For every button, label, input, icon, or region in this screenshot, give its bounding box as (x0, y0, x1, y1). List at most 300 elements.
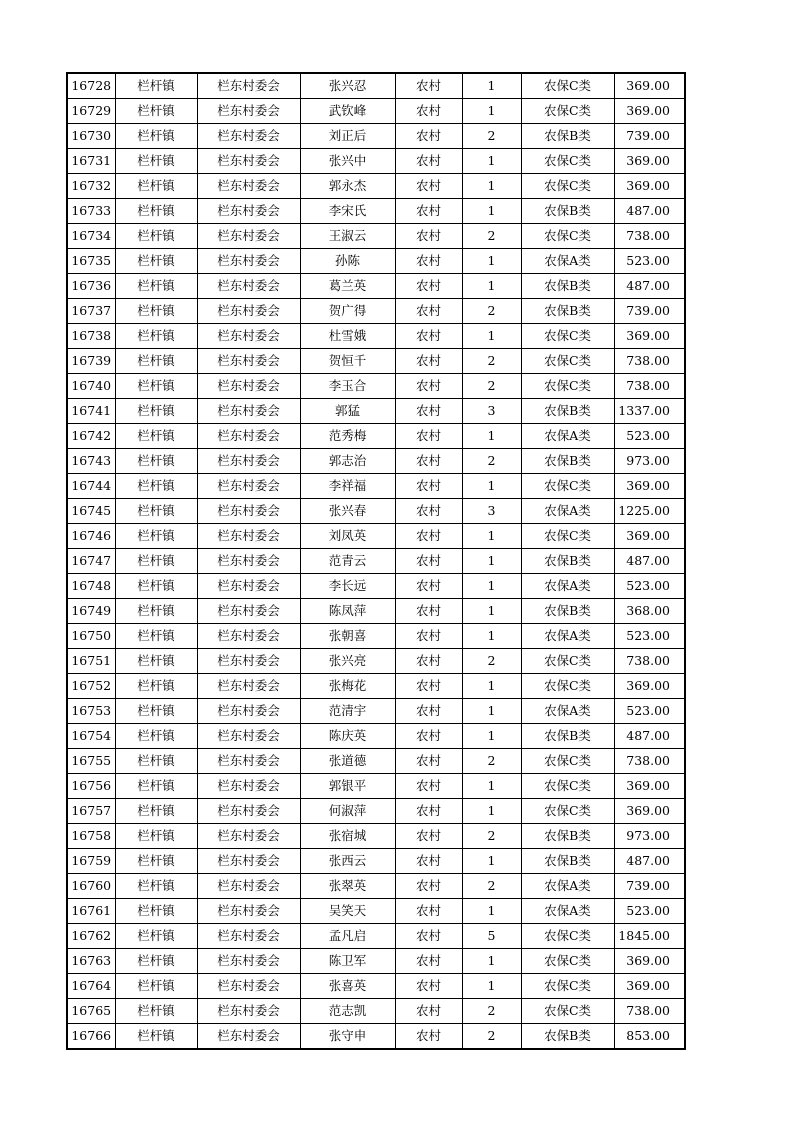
amount-cell: 1225.00 (614, 499, 685, 524)
village-committee-cell: 栏东村委会 (197, 849, 300, 874)
amount-cell: 738.00 (614, 999, 685, 1024)
table-row (67, 299, 685, 324)
amount-cell: 369.00 (614, 674, 685, 699)
insurance-category-cell: 农保C类 (521, 174, 614, 199)
town-cell: 栏杆镇 (115, 499, 197, 524)
person-name-cell: 张兴亮 (300, 649, 395, 674)
area-type-cell: 农村 (395, 299, 462, 324)
row-number-cell: 16751 (67, 649, 115, 674)
table-row (67, 99, 685, 124)
area-type-cell: 农村 (395, 99, 462, 124)
town-cell: 栏杆镇 (115, 349, 197, 374)
row-number-cell: 16754 (67, 724, 115, 749)
table-row (67, 774, 685, 799)
table-row (67, 399, 685, 424)
table-row (67, 799, 685, 824)
household-count-cell: 2 (462, 1024, 521, 1050)
person-name-cell: 李长远 (300, 574, 395, 599)
area-type-cell: 农村 (395, 73, 462, 99)
person-name-cell: 范青云 (300, 549, 395, 574)
household-count-cell: 1 (462, 549, 521, 574)
person-name-cell: 葛兰英 (300, 274, 395, 299)
town-cell: 栏杆镇 (115, 849, 197, 874)
insurance-category-cell: 农保C类 (521, 73, 614, 99)
row-number-cell: 16753 (67, 699, 115, 724)
area-type-cell: 农村 (395, 1024, 462, 1050)
village-committee-cell: 栏东村委会 (197, 224, 300, 249)
household-count-cell: 1 (462, 599, 521, 624)
insurance-category-cell: 农保A类 (521, 699, 614, 724)
household-count-cell: 2 (462, 749, 521, 774)
amount-cell: 369.00 (614, 524, 685, 549)
row-number-cell: 16730 (67, 124, 115, 149)
person-name-cell: 张兴忍 (300, 73, 395, 99)
village-committee-cell: 栏东村委会 (197, 899, 300, 924)
row-number-cell: 16763 (67, 949, 115, 974)
area-type-cell: 农村 (395, 699, 462, 724)
person-name-cell: 陈卫军 (300, 949, 395, 974)
insurance-category-cell: 农保B类 (521, 299, 614, 324)
person-name-cell: 张梅花 (300, 674, 395, 699)
town-cell: 栏杆镇 (115, 649, 197, 674)
person-name-cell: 李玉合 (300, 374, 395, 399)
area-type-cell: 农村 (395, 924, 462, 949)
area-type-cell: 农村 (395, 774, 462, 799)
row-number-cell: 16736 (67, 274, 115, 299)
person-name-cell: 范志凯 (300, 999, 395, 1024)
table-row (67, 999, 685, 1024)
insurance-category-cell: 农保C类 (521, 224, 614, 249)
insurance-category-cell: 农保B类 (521, 849, 614, 874)
table-row (67, 449, 685, 474)
amount-cell: 853.00 (614, 1024, 685, 1050)
amount-cell: 523.00 (614, 574, 685, 599)
row-number-cell: 16737 (67, 299, 115, 324)
amount-cell: 739.00 (614, 124, 685, 149)
person-name-cell: 张兴中 (300, 149, 395, 174)
row-number-cell: 16766 (67, 1024, 115, 1050)
amount-cell: 369.00 (614, 324, 685, 349)
amount-cell: 369.00 (614, 149, 685, 174)
insurance-category-cell: 农保B类 (521, 1024, 614, 1050)
row-number-cell: 16750 (67, 624, 115, 649)
table-row (67, 499, 685, 524)
village-committee-cell: 栏东村委会 (197, 424, 300, 449)
insurance-category-cell: 农保C类 (521, 974, 614, 999)
amount-cell: 369.00 (614, 974, 685, 999)
area-type-cell: 农村 (395, 999, 462, 1024)
household-count-cell: 1 (462, 424, 521, 449)
amount-cell: 739.00 (614, 299, 685, 324)
village-committee-cell: 栏东村委会 (197, 99, 300, 124)
household-count-cell: 1 (462, 249, 521, 274)
town-cell: 栏杆镇 (115, 274, 197, 299)
insurance-category-cell: 农保A类 (521, 874, 614, 899)
area-type-cell: 农村 (395, 749, 462, 774)
table-row (67, 699, 685, 724)
area-type-cell: 农村 (395, 124, 462, 149)
town-cell: 栏杆镇 (115, 624, 197, 649)
village-committee-cell: 栏东村委会 (197, 324, 300, 349)
amount-cell: 369.00 (614, 73, 685, 99)
household-count-cell: 1 (462, 849, 521, 874)
row-number-cell: 16740 (67, 374, 115, 399)
person-name-cell: 吴笑天 (300, 899, 395, 924)
village-committee-cell: 栏东村委会 (197, 399, 300, 424)
village-committee-cell: 栏东村委会 (197, 449, 300, 474)
row-number-cell: 16743 (67, 449, 115, 474)
village-committee-cell: 栏东村委会 (197, 149, 300, 174)
data-table (66, 72, 686, 1050)
town-cell: 栏杆镇 (115, 324, 197, 349)
insurance-category-cell: 农保C类 (521, 374, 614, 399)
insurance-category-cell: 农保C类 (521, 524, 614, 549)
town-cell: 栏杆镇 (115, 474, 197, 499)
table-row (67, 1024, 685, 1050)
insurance-category-cell: 农保B类 (521, 124, 614, 149)
person-name-cell: 武钦峰 (300, 99, 395, 124)
household-count-cell: 1 (462, 774, 521, 799)
household-count-cell: 1 (462, 73, 521, 99)
row-number-cell: 16729 (67, 99, 115, 124)
person-name-cell: 何淑萍 (300, 799, 395, 824)
village-committee-cell: 栏东村委会 (197, 924, 300, 949)
town-cell: 栏杆镇 (115, 799, 197, 824)
village-committee-cell: 栏东村委会 (197, 349, 300, 374)
area-type-cell: 农村 (395, 624, 462, 649)
row-number-cell: 16749 (67, 599, 115, 624)
insurance-category-cell: 农保C类 (521, 774, 614, 799)
row-number-cell: 16755 (67, 749, 115, 774)
amount-cell: 738.00 (614, 374, 685, 399)
town-cell: 栏杆镇 (115, 549, 197, 574)
table-row (67, 874, 685, 899)
table-row (67, 524, 685, 549)
insurance-category-cell: 农保C类 (521, 799, 614, 824)
person-name-cell: 孟凡启 (300, 924, 395, 949)
row-number-cell: 16734 (67, 224, 115, 249)
amount-cell: 738.00 (614, 649, 685, 674)
amount-cell: 369.00 (614, 949, 685, 974)
household-count-cell: 1 (462, 574, 521, 599)
area-type-cell: 农村 (395, 574, 462, 599)
village-committee-cell: 栏东村委会 (197, 649, 300, 674)
town-cell: 栏杆镇 (115, 699, 197, 724)
insurance-category-cell: 农保B类 (521, 399, 614, 424)
insurance-category-cell: 农保C类 (521, 149, 614, 174)
insurance-category-cell: 农保C类 (521, 949, 614, 974)
person-name-cell: 张西云 (300, 849, 395, 874)
village-committee-cell: 栏东村委会 (197, 999, 300, 1024)
person-name-cell: 陈凤萍 (300, 599, 395, 624)
table-row (67, 149, 685, 174)
amount-cell: 369.00 (614, 474, 685, 499)
village-committee-cell: 栏东村委会 (197, 299, 300, 324)
area-type-cell: 农村 (395, 274, 462, 299)
household-count-cell: 1 (462, 149, 521, 174)
insurance-category-cell: 农保C类 (521, 324, 614, 349)
amount-cell: 369.00 (614, 99, 685, 124)
table-row (67, 549, 685, 574)
insurance-category-cell: 农保C类 (521, 649, 614, 674)
amount-cell: 973.00 (614, 449, 685, 474)
household-count-cell: 1 (462, 674, 521, 699)
table-row (67, 724, 685, 749)
area-type-cell: 农村 (395, 649, 462, 674)
person-name-cell: 张喜英 (300, 974, 395, 999)
insurance-category-cell: 农保C类 (521, 924, 614, 949)
area-type-cell: 农村 (395, 199, 462, 224)
village-committee-cell: 栏东村委会 (197, 474, 300, 499)
row-number-cell: 16744 (67, 474, 115, 499)
insurance-category-cell: 农保C类 (521, 99, 614, 124)
town-cell: 栏杆镇 (115, 399, 197, 424)
person-name-cell: 张翠英 (300, 874, 395, 899)
town-cell: 栏杆镇 (115, 374, 197, 399)
row-number-cell: 16762 (67, 924, 115, 949)
person-name-cell: 杜雪娥 (300, 324, 395, 349)
row-number-cell: 16728 (67, 73, 115, 99)
town-cell: 栏杆镇 (115, 174, 197, 199)
area-type-cell: 农村 (395, 449, 462, 474)
household-count-cell: 2 (462, 874, 521, 899)
area-type-cell: 农村 (395, 799, 462, 824)
area-type-cell: 农村 (395, 224, 462, 249)
person-name-cell: 陈庆英 (300, 724, 395, 749)
village-committee-cell: 栏东村委会 (197, 749, 300, 774)
area-type-cell: 农村 (395, 249, 462, 274)
town-cell: 栏杆镇 (115, 774, 197, 799)
village-committee-cell: 栏东村委会 (197, 274, 300, 299)
town-cell: 栏杆镇 (115, 249, 197, 274)
household-count-cell: 1 (462, 799, 521, 824)
area-type-cell: 农村 (395, 349, 462, 374)
village-committee-cell: 栏东村委会 (197, 249, 300, 274)
household-count-cell: 1 (462, 524, 521, 549)
household-count-cell: 5 (462, 924, 521, 949)
amount-cell: 1337.00 (614, 399, 685, 424)
person-name-cell: 王淑云 (300, 224, 395, 249)
insurance-category-cell: 农保A类 (521, 624, 614, 649)
household-count-cell: 2 (462, 999, 521, 1024)
village-committee-cell: 栏东村委会 (197, 949, 300, 974)
amount-cell: 369.00 (614, 174, 685, 199)
row-number-cell: 16746 (67, 524, 115, 549)
household-count-cell: 1 (462, 624, 521, 649)
insurance-category-cell: 农保C类 (521, 349, 614, 374)
village-committee-cell: 栏东村委会 (197, 524, 300, 549)
amount-cell: 738.00 (614, 224, 685, 249)
row-number-cell: 16745 (67, 499, 115, 524)
table-row (67, 849, 685, 874)
table-row (67, 374, 685, 399)
person-name-cell: 郭猛 (300, 399, 395, 424)
town-cell: 栏杆镇 (115, 924, 197, 949)
village-committee-cell: 栏东村委会 (197, 799, 300, 824)
row-number-cell: 16739 (67, 349, 115, 374)
town-cell: 栏杆镇 (115, 299, 197, 324)
row-number-cell: 16747 (67, 549, 115, 574)
household-count-cell: 2 (462, 349, 521, 374)
insurance-category-cell: 农保B类 (521, 549, 614, 574)
area-type-cell: 农村 (395, 174, 462, 199)
row-number-cell: 16759 (67, 849, 115, 874)
person-name-cell: 张守申 (300, 1024, 395, 1050)
table-row (67, 474, 685, 499)
insurance-category-cell: 农保A类 (521, 424, 614, 449)
table-row (67, 324, 685, 349)
town-cell: 栏杆镇 (115, 73, 197, 99)
town-cell: 栏杆镇 (115, 974, 197, 999)
amount-cell: 738.00 (614, 349, 685, 374)
town-cell: 栏杆镇 (115, 99, 197, 124)
area-type-cell: 农村 (395, 374, 462, 399)
amount-cell: 523.00 (614, 249, 685, 274)
amount-cell: 738.00 (614, 749, 685, 774)
area-type-cell: 农村 (395, 874, 462, 899)
row-number-cell: 16731 (67, 149, 115, 174)
insurance-category-cell: 农保A类 (521, 249, 614, 274)
table-row (67, 349, 685, 374)
household-count-cell: 1 (462, 699, 521, 724)
person-name-cell: 刘凤英 (300, 524, 395, 549)
household-count-cell: 2 (462, 649, 521, 674)
household-count-cell: 2 (462, 299, 521, 324)
town-cell: 栏杆镇 (115, 149, 197, 174)
table-row (67, 224, 685, 249)
insurance-category-cell: 农保C类 (521, 474, 614, 499)
person-name-cell: 郭银平 (300, 774, 395, 799)
row-number-cell: 16758 (67, 824, 115, 849)
village-committee-cell: 栏东村委会 (197, 724, 300, 749)
row-number-cell: 16748 (67, 574, 115, 599)
row-number-cell: 16760 (67, 874, 115, 899)
household-count-cell: 1 (462, 199, 521, 224)
amount-cell: 487.00 (614, 199, 685, 224)
area-type-cell: 农村 (395, 324, 462, 349)
amount-cell: 487.00 (614, 549, 685, 574)
town-cell: 栏杆镇 (115, 574, 197, 599)
person-name-cell: 李宋氏 (300, 199, 395, 224)
area-type-cell: 农村 (395, 949, 462, 974)
village-committee-cell: 栏东村委会 (197, 974, 300, 999)
table-row (67, 574, 685, 599)
village-committee-cell: 栏东村委会 (197, 174, 300, 199)
area-type-cell: 农村 (395, 499, 462, 524)
row-number-cell: 16735 (67, 249, 115, 274)
town-cell: 栏杆镇 (115, 874, 197, 899)
table-row (67, 674, 685, 699)
village-committee-cell: 栏东村委会 (197, 124, 300, 149)
insurance-category-cell: 农保A类 (521, 574, 614, 599)
insurance-category-cell: 农保B类 (521, 199, 614, 224)
household-count-cell: 1 (462, 949, 521, 974)
household-count-cell: 1 (462, 974, 521, 999)
person-name-cell: 范清宇 (300, 699, 395, 724)
village-committee-cell: 栏东村委会 (197, 624, 300, 649)
row-number-cell: 16756 (67, 774, 115, 799)
amount-cell: 523.00 (614, 424, 685, 449)
village-committee-cell: 栏东村委会 (197, 374, 300, 399)
town-cell: 栏杆镇 (115, 1024, 197, 1050)
town-cell: 栏杆镇 (115, 599, 197, 624)
village-committee-cell: 栏东村委会 (197, 549, 300, 574)
table-row (67, 73, 685, 99)
person-name-cell: 张宿城 (300, 824, 395, 849)
amount-cell: 739.00 (614, 874, 685, 899)
area-type-cell: 农村 (395, 849, 462, 874)
village-committee-cell: 栏东村委会 (197, 599, 300, 624)
table-row (67, 599, 685, 624)
table-row (67, 649, 685, 674)
household-count-cell: 1 (462, 99, 521, 124)
village-committee-cell: 栏东村委会 (197, 1024, 300, 1050)
amount-cell: 369.00 (614, 774, 685, 799)
household-count-cell: 2 (462, 449, 521, 474)
table-body (67, 73, 685, 1049)
town-cell: 栏杆镇 (115, 449, 197, 474)
town-cell: 栏杆镇 (115, 124, 197, 149)
household-count-cell: 2 (462, 224, 521, 249)
area-type-cell: 农村 (395, 724, 462, 749)
insurance-category-cell: 农保C类 (521, 674, 614, 699)
village-committee-cell: 栏东村委会 (197, 824, 300, 849)
table-row (67, 949, 685, 974)
village-committee-cell: 栏东村委会 (197, 199, 300, 224)
insurance-category-cell: 农保B类 (521, 724, 614, 749)
household-count-cell: 1 (462, 474, 521, 499)
insurance-category-cell: 农保B类 (521, 274, 614, 299)
insurance-category-cell: 农保C类 (521, 749, 614, 774)
insurance-category-cell: 农保A类 (521, 899, 614, 924)
row-number-cell: 16738 (67, 324, 115, 349)
person-name-cell: 贺恒千 (300, 349, 395, 374)
area-type-cell: 农村 (395, 599, 462, 624)
town-cell: 栏杆镇 (115, 724, 197, 749)
table-row (67, 174, 685, 199)
person-name-cell: 李祥福 (300, 474, 395, 499)
insurance-category-cell: 农保B类 (521, 449, 614, 474)
amount-cell: 487.00 (614, 724, 685, 749)
insurance-category-cell: 农保C类 (521, 999, 614, 1024)
area-type-cell: 农村 (395, 824, 462, 849)
town-cell: 栏杆镇 (115, 749, 197, 774)
household-count-cell: 3 (462, 399, 521, 424)
table-row (67, 824, 685, 849)
person-name-cell: 郭志治 (300, 449, 395, 474)
area-type-cell: 农村 (395, 399, 462, 424)
row-number-cell: 16765 (67, 999, 115, 1024)
household-count-cell: 2 (462, 374, 521, 399)
row-number-cell: 16757 (67, 799, 115, 824)
village-committee-cell: 栏东村委会 (197, 774, 300, 799)
household-count-cell: 1 (462, 724, 521, 749)
town-cell: 栏杆镇 (115, 674, 197, 699)
town-cell: 栏杆镇 (115, 524, 197, 549)
household-count-cell: 2 (462, 824, 521, 849)
row-number-cell: 16741 (67, 399, 115, 424)
village-committee-cell: 栏东村委会 (197, 499, 300, 524)
table-row (67, 274, 685, 299)
town-cell: 栏杆镇 (115, 949, 197, 974)
area-type-cell: 农村 (395, 524, 462, 549)
table-row (67, 424, 685, 449)
household-count-cell: 1 (462, 274, 521, 299)
person-name-cell: 孙陈 (300, 249, 395, 274)
amount-cell: 487.00 (614, 274, 685, 299)
row-number-cell: 16742 (67, 424, 115, 449)
table-row (67, 124, 685, 149)
